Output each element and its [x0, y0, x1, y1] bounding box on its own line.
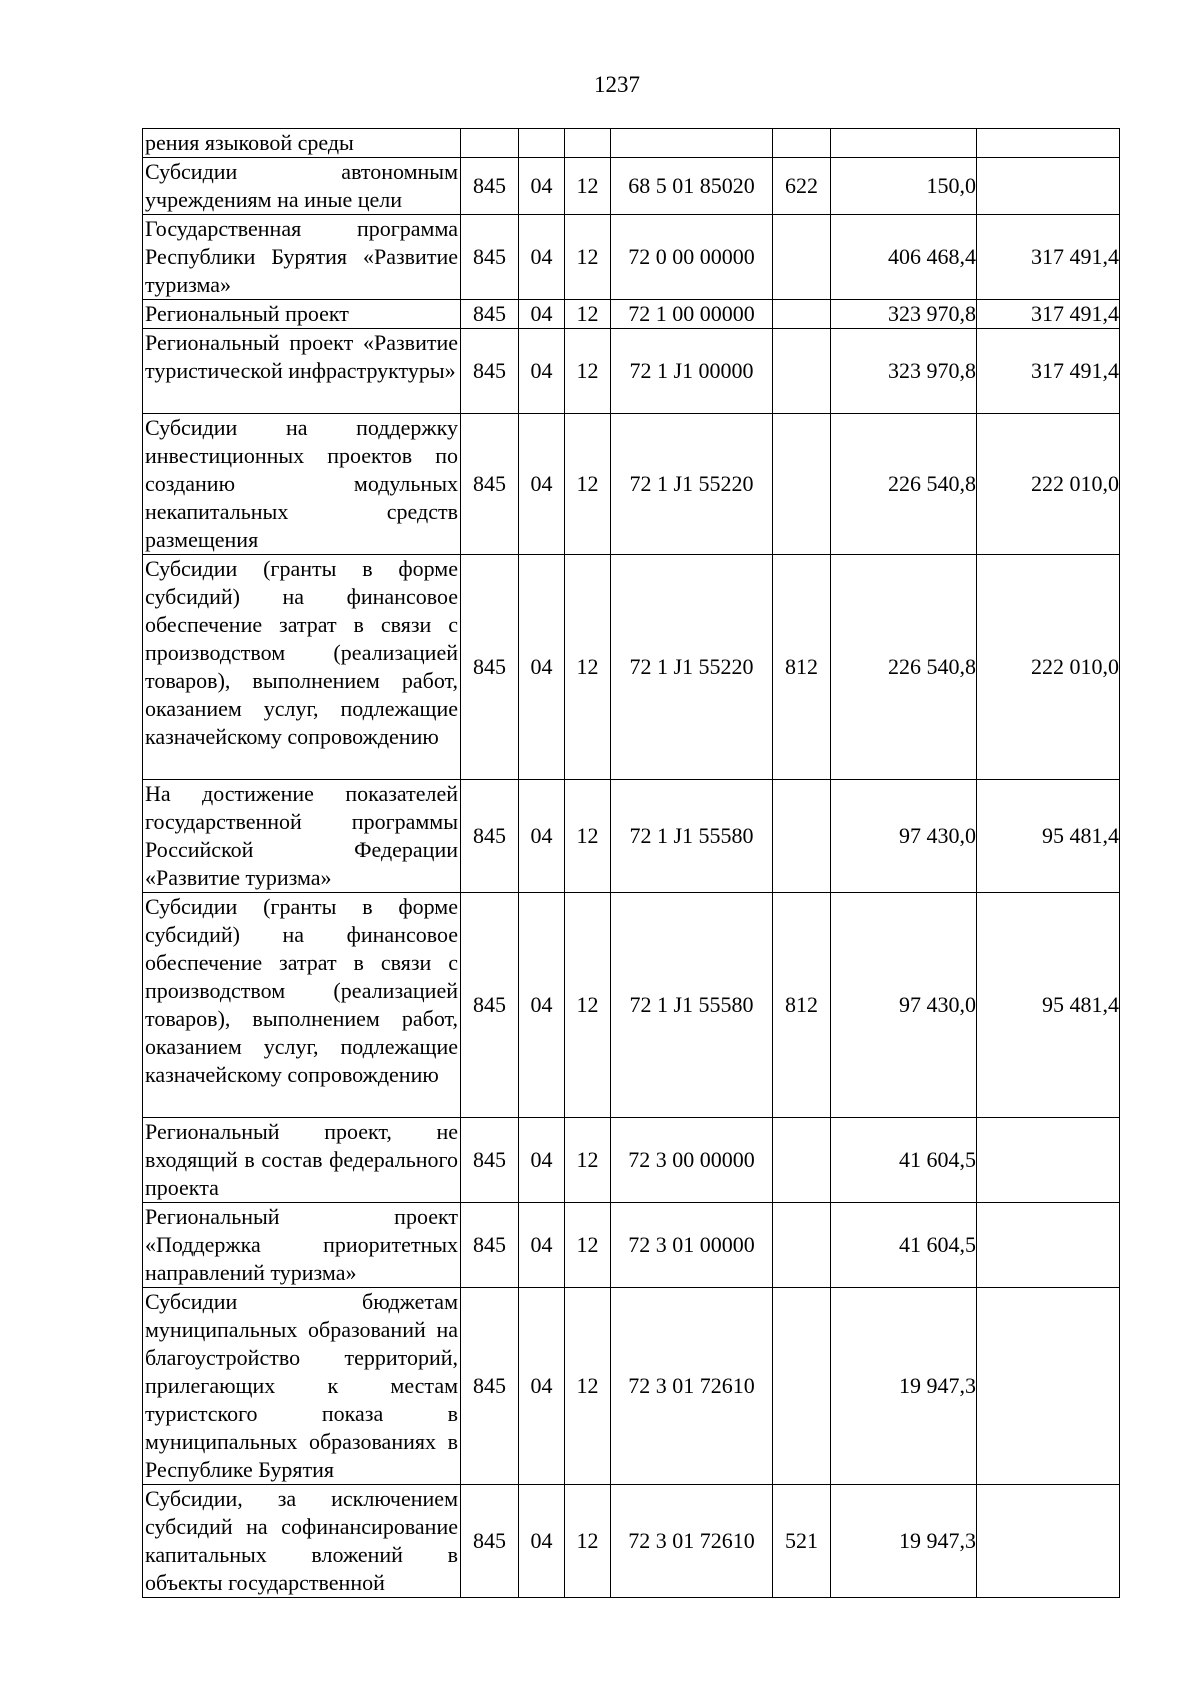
cell-name: Региональный проект «Поддержка приоритетных направлений туризма»	[143, 1203, 461, 1288]
cell-target-article: 72 0 00 00000	[611, 215, 773, 300]
cell-ministry: 845	[461, 780, 519, 893]
cell-name: Региональный проект, не входящий в состав федерального проекта	[143, 1118, 461, 1203]
cell-sum-2: 222 010,0	[977, 555, 1120, 780]
cell-sum-1: 41 604,5	[831, 1203, 977, 1288]
cell-ministry: 845	[461, 158, 519, 215]
cell-section: 04	[519, 215, 565, 300]
cell-subsection	[565, 129, 611, 158]
cell-name: Государственная программа Республики Бурятия «Развитие туризма»	[143, 215, 461, 300]
cell-sum-2	[977, 1485, 1120, 1598]
cell-name: Субсидии, за исключением субсидий на софинансирование капитальных вложений в объекты государственной	[143, 1485, 461, 1598]
cell-sum-1: 323 970,8	[831, 329, 977, 414]
cell-section: 04	[519, 1118, 565, 1203]
cell-target-article: 72 3 01 72610	[611, 1288, 773, 1485]
cell-ministry: 845	[461, 1288, 519, 1485]
cell-sum-1: 406 468,4	[831, 215, 977, 300]
cell-sum-2	[977, 1118, 1120, 1203]
table-row	[143, 329, 1120, 414]
cell-expense-type	[773, 780, 831, 893]
cell-name: рения языковой среды	[143, 129, 461, 158]
cell-subsection: 12	[565, 329, 611, 414]
cell-subsection: 12	[565, 215, 611, 300]
cell-name: Субсидии (гранты в форме субсидий) на финансовое обеспечение затрат в связи с производством (реализацией товаров), выполнением работ, оказанием услуг, подлежащие казначейскому сопровождению	[143, 555, 461, 780]
table-row	[143, 414, 1120, 555]
cell-expense-type	[773, 215, 831, 300]
cell-subsection: 12	[565, 414, 611, 555]
cell-sum-1: 226 540,8	[831, 555, 977, 780]
cell-sum-1: 41 604,5	[831, 1118, 977, 1203]
table-row	[143, 1118, 1120, 1203]
cell-sum-2: 317 491,4	[977, 300, 1120, 329]
table-row	[143, 555, 1120, 780]
cell-sum-2	[977, 1203, 1120, 1288]
cell-ministry: 845	[461, 1118, 519, 1203]
cell-target-article: 72 3 01 72610	[611, 1485, 773, 1598]
cell-section: 04	[519, 300, 565, 329]
cell-subsection: 12	[565, 300, 611, 329]
cell-sum-1: 19 947,3	[831, 1288, 977, 1485]
cell-section: 04	[519, 780, 565, 893]
cell-expense-type	[773, 129, 831, 158]
cell-expense-type: 521	[773, 1485, 831, 1598]
cell-expense-type	[773, 1288, 831, 1485]
cell-name: На достижение показателей государственной программы Российской Федерации «Развитие туризма»	[143, 780, 461, 893]
cell-expense-type: 812	[773, 893, 831, 1118]
cell-sum-2: 317 491,4	[977, 215, 1120, 300]
page-number: 1237	[594, 72, 640, 97]
table-row	[143, 300, 1120, 329]
cell-expense-type	[773, 1118, 831, 1203]
cell-sum-2: 95 481,4	[977, 893, 1120, 1118]
cell-expense-type	[773, 1203, 831, 1288]
cell-sum-2: 317 491,4	[977, 329, 1120, 414]
cell-subsection: 12	[565, 1485, 611, 1598]
cell-subsection: 12	[565, 780, 611, 893]
cell-expense-type: 812	[773, 555, 831, 780]
cell-section: 04	[519, 1288, 565, 1485]
cell-target-article: 72 1 J1 55580	[611, 893, 773, 1118]
cell-subsection: 12	[565, 893, 611, 1118]
cell-sum-1: 97 430,0	[831, 893, 977, 1118]
table-row	[143, 129, 1120, 158]
cell-sum-2: 222 010,0	[977, 414, 1120, 555]
cell-section	[519, 129, 565, 158]
table-row	[143, 1203, 1120, 1288]
cell-name: Региональный проект «Развитие туристической инфраструктуры»	[143, 329, 461, 414]
cell-subsection: 12	[565, 1118, 611, 1203]
cell-subsection: 12	[565, 555, 611, 780]
table-row	[143, 1485, 1120, 1598]
cell-subsection: 12	[565, 1203, 611, 1288]
cell-sum-2	[977, 1288, 1120, 1485]
cell-sum-2: 95 481,4	[977, 780, 1120, 893]
cell-expense-type	[773, 414, 831, 555]
cell-target-article: 72 1 J1 00000	[611, 329, 773, 414]
table-body	[143, 129, 1120, 1598]
table-row	[143, 893, 1120, 1118]
cell-sum-2	[977, 158, 1120, 215]
cell-target-article: 72 1 00 00000	[611, 300, 773, 329]
cell-sum-1: 150,0	[831, 158, 977, 215]
cell-ministry: 845	[461, 300, 519, 329]
cell-ministry: 845	[461, 329, 519, 414]
cell-section: 04	[519, 893, 565, 1118]
budget-table	[142, 128, 1120, 1598]
cell-ministry: 845	[461, 1485, 519, 1598]
cell-ministry: 845	[461, 555, 519, 780]
cell-ministry: 845	[461, 893, 519, 1118]
cell-target-article: 72 1 J1 55220	[611, 414, 773, 555]
cell-section: 04	[519, 1203, 565, 1288]
table-row	[143, 158, 1120, 215]
cell-sum-1: 323 970,8	[831, 300, 977, 329]
table-row	[143, 215, 1120, 300]
cell-expense-type	[773, 329, 831, 414]
cell-name: Субсидии (гранты в форме субсидий) на финансовое обеспечение затрат в связи с производством (реализацией товаров), выполнением работ, оказанием услуг, подлежащие казначейскому сопровождению	[143, 893, 461, 1118]
cell-expense-type	[773, 300, 831, 329]
cell-ministry: 845	[461, 1203, 519, 1288]
table-row	[143, 780, 1120, 893]
cell-name: Региональный проект	[143, 300, 461, 329]
cell-target-article: 72 3 01 00000	[611, 1203, 773, 1288]
cell-section: 04	[519, 414, 565, 555]
cell-target-article: 68 5 01 85020	[611, 158, 773, 215]
cell-section: 04	[519, 1485, 565, 1598]
cell-sum-2	[977, 129, 1120, 158]
cell-sum-1: 19 947,3	[831, 1485, 977, 1598]
cell-section: 04	[519, 555, 565, 780]
cell-name: Субсидии автономным учреждениям на иные цели	[143, 158, 461, 215]
cell-subsection: 12	[565, 1288, 611, 1485]
cell-ministry	[461, 129, 519, 158]
cell-target-article	[611, 129, 773, 158]
cell-name: Субсидии на поддержку инвестиционных проектов по созданию модульных некапитальных средств размещения	[143, 414, 461, 555]
cell-sum-1	[831, 129, 977, 158]
cell-section: 04	[519, 158, 565, 215]
cell-target-article: 72 1 J1 55580	[611, 780, 773, 893]
cell-target-article: 72 3 00 00000	[611, 1118, 773, 1203]
cell-section: 04	[519, 329, 565, 414]
cell-ministry: 845	[461, 414, 519, 555]
cell-name: Субсидии бюджетам муниципальных образований на благоустройство территорий, прилегающих к местам туристского показа в муниципальных образованиях в Республике Бурятия	[143, 1288, 461, 1485]
cell-ministry: 845	[461, 215, 519, 300]
table-row	[143, 1288, 1120, 1485]
cell-target-article: 72 1 J1 55220	[611, 555, 773, 780]
cell-sum-1: 226 540,8	[831, 414, 977, 555]
cell-sum-1: 97 430,0	[831, 780, 977, 893]
cell-expense-type: 622	[773, 158, 831, 215]
cell-subsection: 12	[565, 158, 611, 215]
